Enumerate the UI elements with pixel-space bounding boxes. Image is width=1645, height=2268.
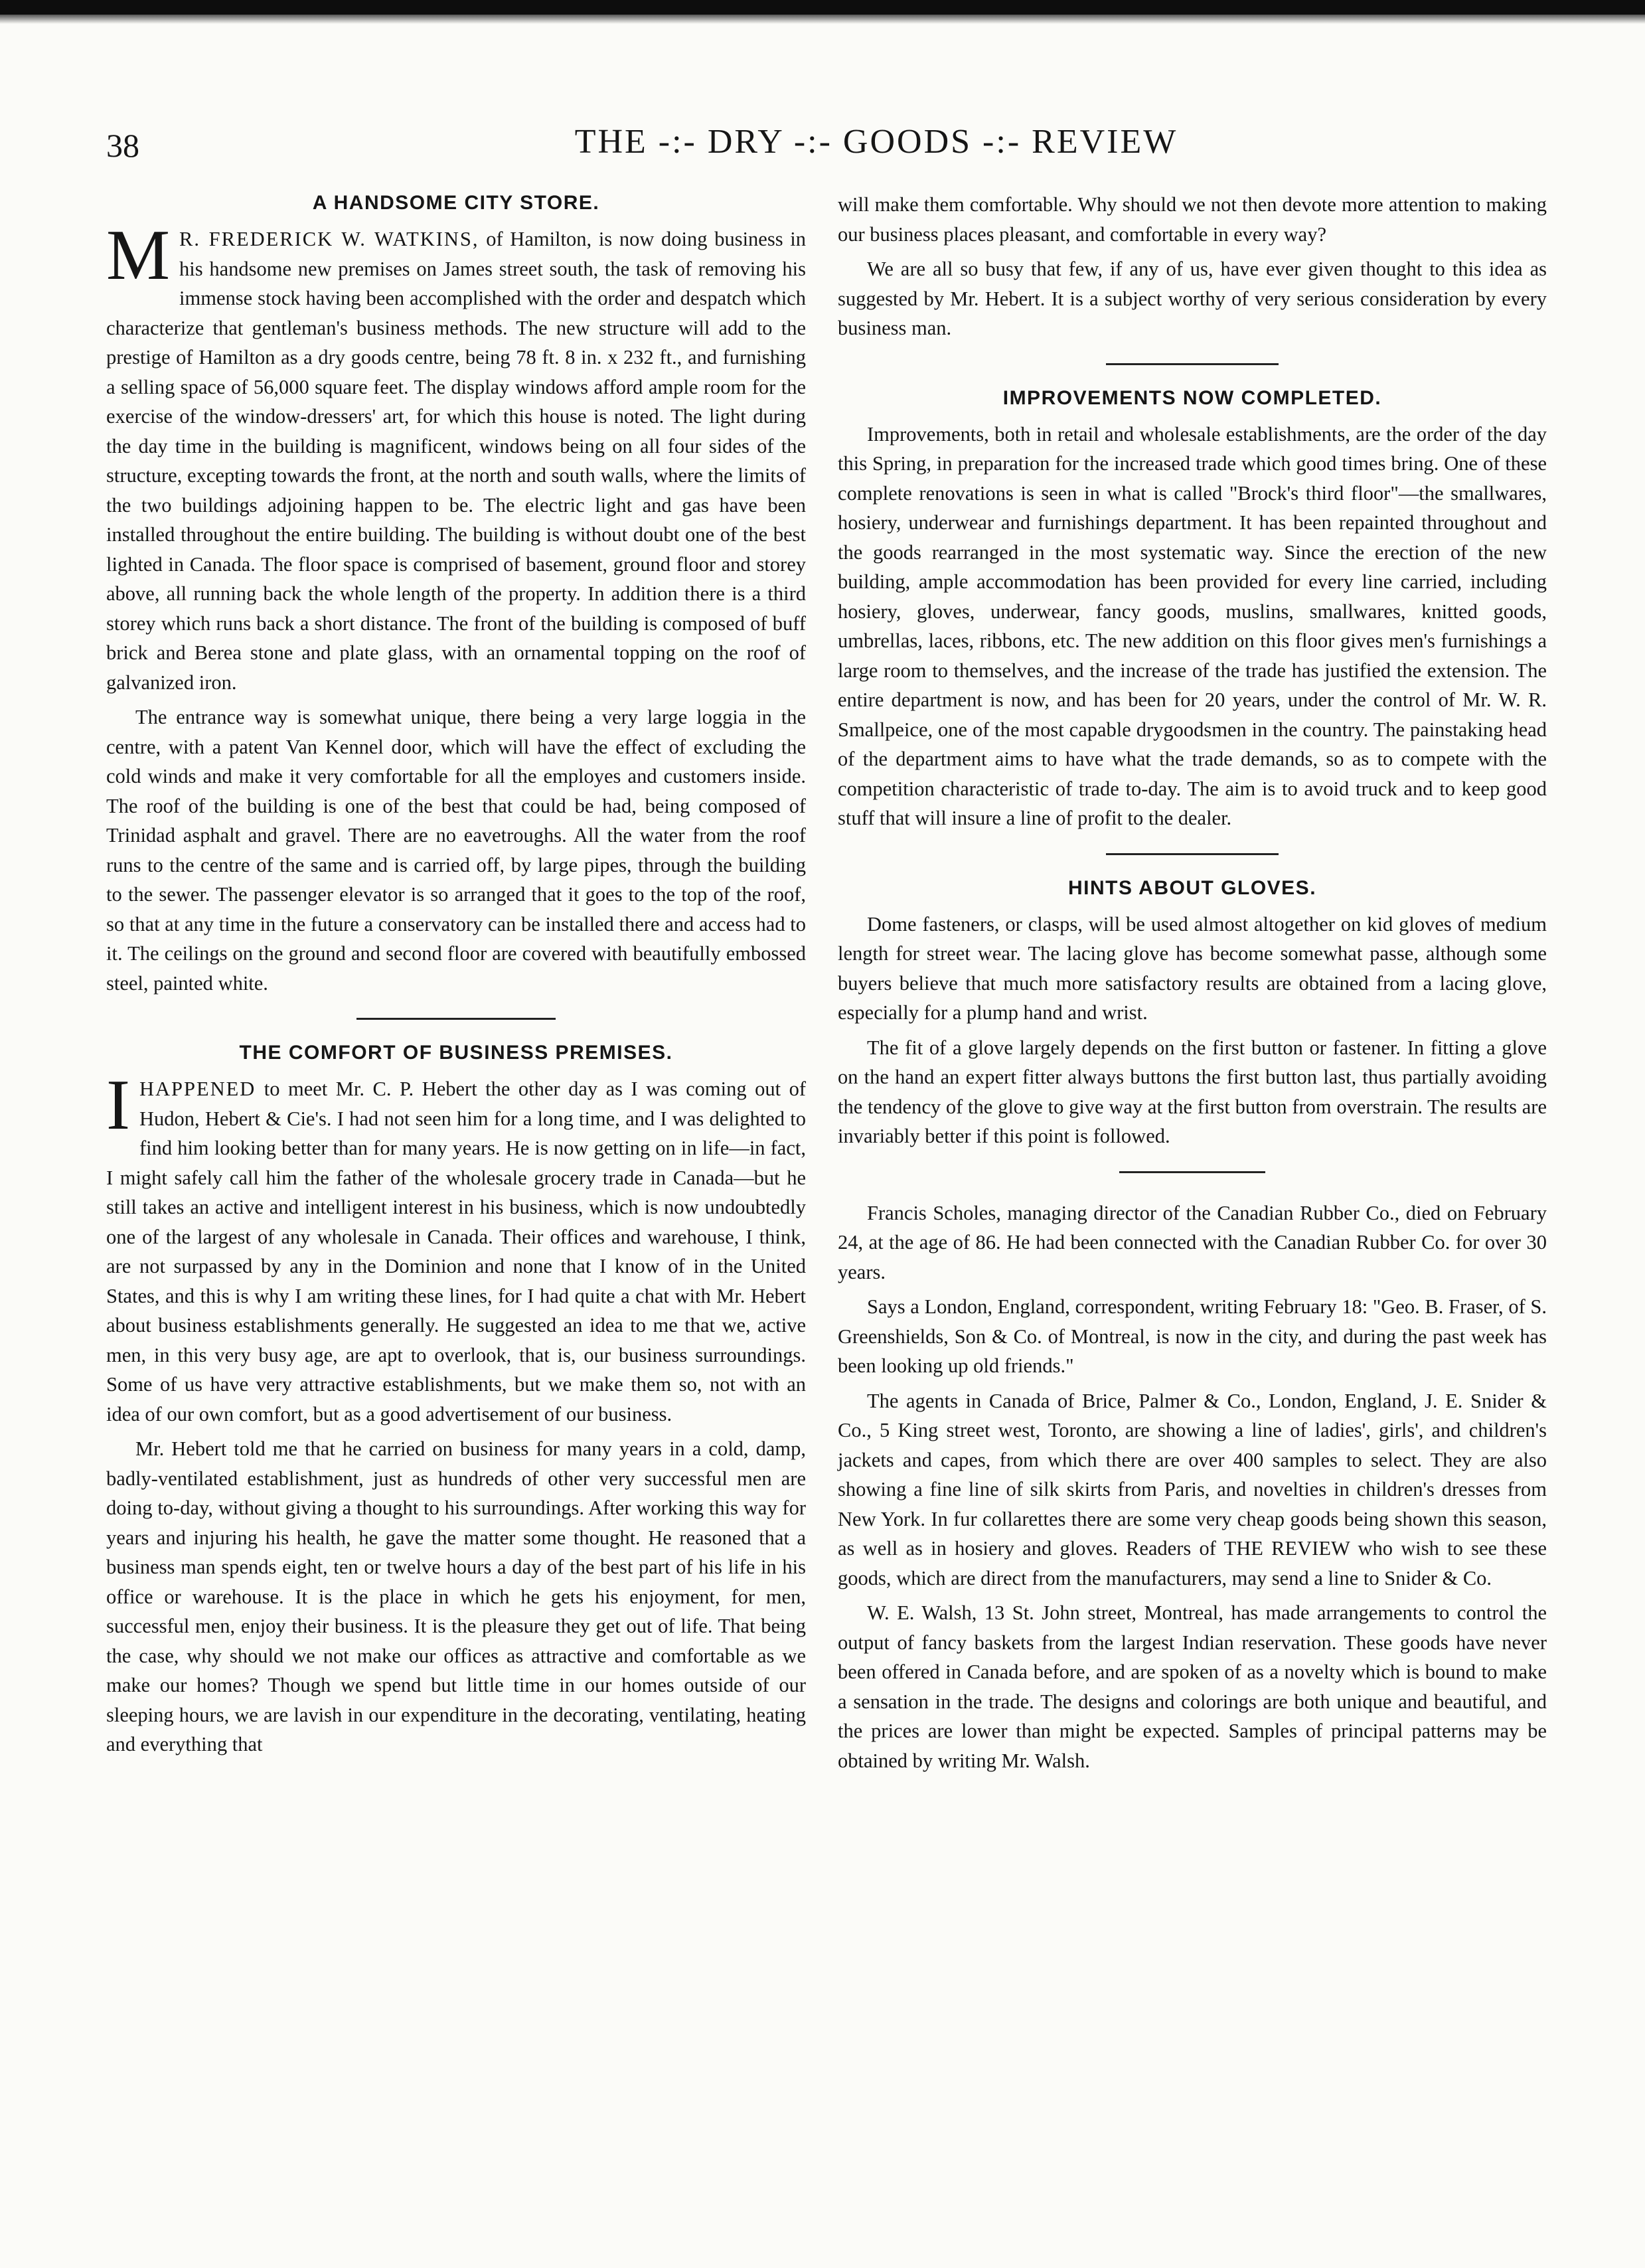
- article-paragraph: will make them comfortable. Why should we not then devote more attention to making our business places pleasant, and comfortable in every way?: [838, 193, 1547, 246]
- article-paragraph: Improvements, both in retail and wholesale establishments, are the order of the day this Spring, in preparation for the increased trade which good times bring. One of these complete renovations is seen in what is called "Brock's third floor"—the smallwares, hosiery, underwear and furnishings department. It has been repainted throughout and the goods rearranged in the most systematic way. Since the erection of the new building, ample accommodation has been provided for every line carried, including hosiery, gloves, underwear, fancy goods, muslins, smallwares, knitted goods, umbrellas, laces, ribbons, etc. The new addition on this floor gives men's furnishings a large room to themselves, and the increase of the trade has justified the extension. The entire department is now, and has been for 20 years, under the control of Mr. W. R. Smallpeice, one of the most capable drygoodsmen in the country. The painstaking head of the department aims to have what the trade demands, so as to compete with the competition characteristic of trade to-day. The aim is to avoid truck and to keep good stuff that will insure a line of profit to the dealer.: [838, 422, 1547, 829]
- left-column: [106, 190, 806, 1765]
- article-paragraph: We are all so busy that few, if any of us, have ever given thought to this idea as suggested by Mr. Hebert. It is a subject worthy of very serious consideration by every business man.: [838, 258, 1547, 339]
- lead-in: R. FREDERICK W. WATKINS,: [179, 228, 479, 250]
- heading-improvements-completed: IMPROVEMENTS NOW COMPLETED.: [1002, 386, 1382, 409]
- heading-comfort-business-premises: THE COMFORT OF BUSINESS PREMISES.: [239, 1042, 673, 1064]
- paragraph-text: of Hamilton, is now doing business in his handsome new premises on James street south, the task of removing his immense stock having been accomplished with the order and despatch which characterize that gentleman's business methods. The new structure will add to the prestige of Hamilton as a dry goods centre, being 78 ft. 8 in. x 232 ft., and furnishing a selling space of 56,000 square feet. The display windows afford ample room for the exercise of the window-dressers' art, for which this house is noted. The light during the day time in the building is magnificent, windows being on all four sides of the structure, excepting towards the front, at the north and south walls, where the limits of the two buildings adjoining happen to be. The electric light and gas have been installed throughout the entire building. The building is without doubt one of the best lighted in Canada. The floor space is comprised of basement, ground floor and storey above, all running back the whole length of the property. In addition there is a third storey which runs back a short distance. The front of the building is composed of buff brick and Berea stone and plate glass, with an ornamental topping on the roof of galvanized iron.: [106, 228, 806, 694]
- section-divider: [1106, 363, 1279, 365]
- section-divider: [1119, 1171, 1265, 1173]
- paragraph-text: to meet Mr. C. P. Hebert the other day as I was coming out of Hudon, Hebert & Cie's. I had not seen him for a long time, and I was delighted to find him looking better than for many years. He is now getting on in life—in fact, I might safely call him the father of the wholesale grocery trade in Canada—but he still takes an active and intelligent interest in his business, which is now undoubtedly one of the largest of any wholesale in Canada. Their offices and warehouse, I think, are not surpassed by any in the Dominion and none that I know of in the United States, and this is why I am writing these lines, for I had quite a chat with Mr. Hebert about business establishments generally. He suggested an idea to me that we, active men, in this very busy age, are apt to overlook, that is, our business surroundings. Some of us have very attractive establishments, but we make them so, not with an idea of our own comfort, but as a good advertisement of our business.: [106, 1078, 807, 1425]
- page-header: [106, 122, 1553, 175]
- scan-top-edge: [0, 0, 1645, 15]
- scan-top-shadow: [0, 15, 1645, 24]
- article-paragraph: [106, 216, 806, 697]
- article-paragraph: The fit of a glove largely depends on the first button or fastener. In fitting a glove on the hand an expert fitter always buttons the first button last, thus partially avoiding the tendency of the glove to give way at the first button from overstrain. The results are invariably better if this point is followed.: [838, 1036, 1547, 1147]
- section-divider: [356, 1018, 556, 1020]
- article-paragraph: [106, 1066, 807, 1429]
- article-paragraph: The entrance way is somewhat unique, there being a very large loggia in the centre, with a patent Van Kennel door, which will have the effect of excluding the cold winds and make it very comfortable for all the employes and customers inside. The roof of the building is one of the best that could be had, being composed of Trinidad asphalt and gravel. There are no eavetroughs. All the water from the roof runs to the centre of the same and is carried off, by large pipes, through the building to the sewer. The passenger elevator is so arranged that it goes to the top of the roof, so that at any time in the future a conservatory can be installed there and access had to it. The ceilings on the ground and second floor are covered with beautifully embossed steel, painted white.: [106, 706, 806, 995]
- news-note: W. E. Walsh, 13 St. John street, Montreal, has made arrangements to control the output of fancy baskets from the largest Indian reservation. These goods have never been offered in Canada before, and are spoken of as a novelty which is bound to make a sensation in the trade. The designs and colorings are both unique and beautiful, and the prices are lower than might be expected. Samples of principal patterns may be obtained by writing Mr. Walsh.: [838, 1601, 1547, 1772]
- news-note: The agents in Canada of Brice, Palmer & Co., London, England, J. E. Snider & Co., 5 King street west, Toronto, are showing a line of ladies', girls', and children's jackets and capes, from which there are over 400 samples to select. They are also showing a fine line of silk skirts from Paris, and novelties in children's dresses from New York. In fur collarettes there are some very cheap goods being shown this season, as well as in hosiery and gloves. Readers of THE REVIEW who wish to see these goods, which are direct from the manufacturers, may send a line to Snider & Co.: [838, 1389, 1547, 1589]
- article-paragraph: Mr. Hebert told me that he carried on business for many years in a cold, damp, badly-ventilated establishment, just as hundreds of other very successful men are doing to-day, without giving a thought to his surroundings. After working this way for years and injuring his health, he gave the matter some thought. He reasoned that a business man spends eight, ten or twelve hours a day of the best part of his life in his office or warehouse. It is the place in which he gets his enjoyment, for men, successful men, enjoy their business. It is the pleasure they get out of life. That being the case, why should we not make our offices as attractive and comfortable as we make our homes? Though we spend but little time in our homes outside of our sleeping hours, we are lavish in our expenditure in the decorating, ventilating, heating and everything that: [106, 1437, 806, 1755]
- section-divider: [1106, 853, 1279, 855]
- news-note: Francis Scholes, managing director of the Canadian Rubber Co., died on February 24, at the age of 86. He had been connected with the Canadian Rubber Co. for over 30 years.: [838, 1201, 1547, 1283]
- heading-hints-about-gloves: HINTS ABOUT GLOVES.: [1067, 876, 1317, 899]
- lead-in: HAPPENED: [139, 1078, 256, 1100]
- page-number: 38: [106, 127, 139, 164]
- heading-handsome-city-store: A HANDSOME CITY STORE.: [312, 192, 600, 214]
- running-title: THE -:- DRY -:- GOODS -:- REVIEW: [574, 123, 1178, 161]
- news-note: Says a London, England, correspondent, writing February 18: "Geo. B. Fraser, of S. Greenshields, Son & Co. of Montreal, is now in the city, and during the past week has been looking up old friends.": [838, 1295, 1547, 1377]
- drop-cap: M: [106, 216, 171, 295]
- right-column: [838, 190, 1547, 1781]
- article-paragraph: Dome fasteners, or clasps, will be used almost altogether on kid gloves of medium length for street wear. The lacing glove has become somewhat passe, although some buyers believe that much more satisfactory results are obtained from a lacing glove, especially for a plump hand and wrist.: [838, 912, 1547, 1024]
- drop-cap: I: [106, 1066, 130, 1145]
